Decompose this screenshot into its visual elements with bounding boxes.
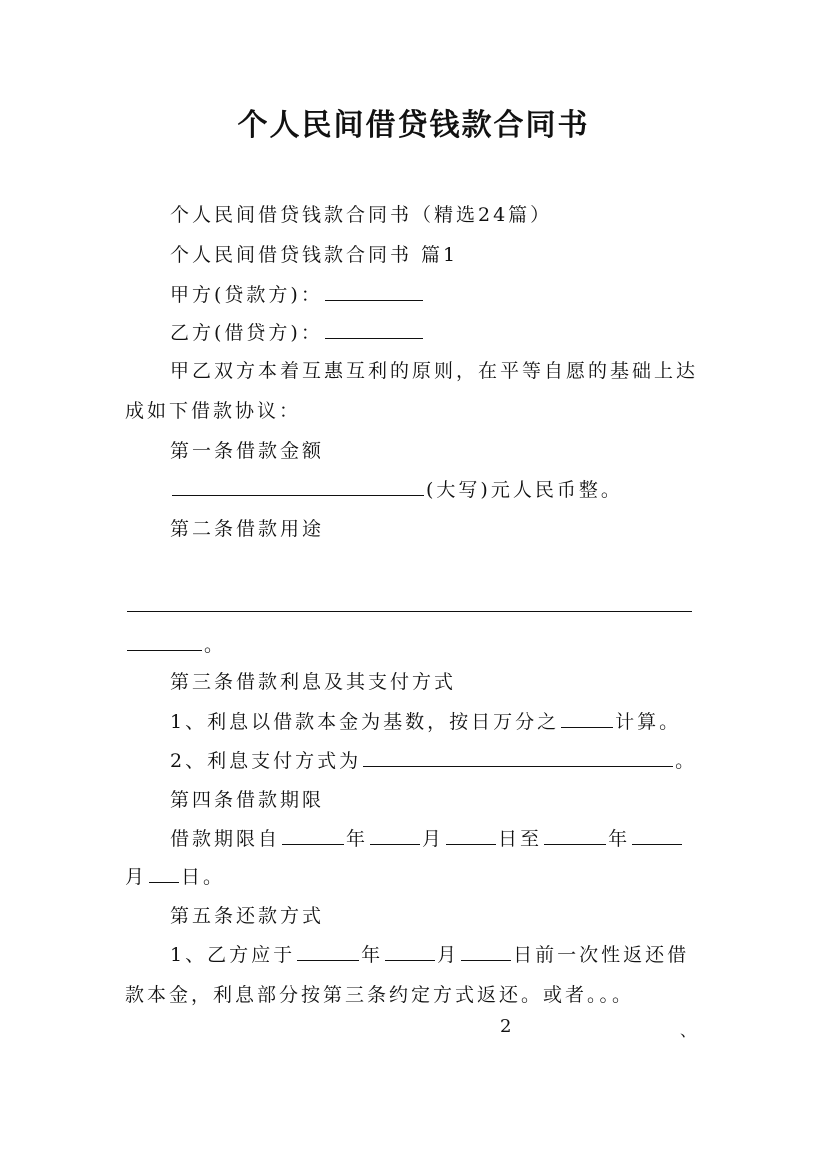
term-day-to-label: 日至	[498, 828, 543, 850]
subtitle-line: 个人民间借贷钱款合同书（精选24篇）	[170, 204, 553, 226]
term-year2-label: 年	[608, 828, 631, 850]
repayment-year-blank	[297, 941, 359, 961]
purpose-period: 。	[204, 634, 227, 656]
article-5-heading: 第五条还款方式	[170, 905, 325, 927]
interest-rate-blank	[561, 708, 613, 728]
interest-payment-period: 。	[675, 750, 698, 772]
preamble-line-2: 成如下借款协议：	[125, 400, 302, 422]
term-day-label: 日。	[181, 866, 226, 888]
purpose-blank	[127, 592, 692, 612]
party-a-label: 甲方(贷款方)：	[170, 284, 323, 306]
term-end-month-blank	[632, 825, 682, 845]
repayment-month-label: 月	[437, 944, 460, 966]
purpose-end-line	[125, 630, 226, 657]
term-start-year-blank	[282, 825, 344, 845]
party-a-line	[170, 280, 425, 307]
corner-mark: 、	[680, 1021, 697, 1040]
purpose-blank-line	[125, 592, 694, 617]
term-line-2	[125, 862, 225, 889]
amount-suffix: (大写)元人民币整。	[426, 479, 623, 501]
term-start-day-blank	[446, 825, 496, 845]
document-title: 个人民间借贷钱款合同书	[237, 108, 590, 143]
repayment-suffix: 日前一次性返还借	[513, 944, 690, 966]
interest-payment-line	[170, 746, 697, 773]
repayment-line-1	[170, 940, 689, 967]
article-3-heading: 第三条借款利息及其支付方式	[170, 671, 457, 693]
preamble-line-1: 甲乙双方本着互惠互利的原则，在平等自愿的基础上达	[170, 360, 699, 382]
party-b-blank	[325, 319, 423, 339]
term-end-year-blank	[544, 825, 606, 845]
term-line-1	[170, 824, 684, 851]
amount-line	[170, 475, 623, 502]
interest-rate-text: 1、利息以借款本金为基数，按日万分之	[170, 711, 560, 733]
repayment-year-label: 年	[361, 944, 384, 966]
repayment-month-blank	[385, 941, 435, 961]
article-4-heading: 第四条借款期限	[170, 789, 325, 811]
interest-rate-suffix: 计算。	[615, 711, 682, 733]
interest-rate-line	[170, 707, 681, 734]
repayment-line-2: 款本金，利息部分按第三条约定方式返还。或者。。。	[125, 984, 635, 1006]
section-heading: 个人民间借贷钱款合同书 篇1	[170, 244, 459, 266]
amount-blank	[172, 476, 424, 496]
term-year-label: 年	[346, 828, 369, 850]
term-month2-label: 月	[125, 866, 148, 888]
party-a-blank	[325, 281, 423, 301]
term-start-month-blank	[370, 825, 420, 845]
term-month-label: 月	[422, 828, 445, 850]
party-b-line	[170, 318, 425, 345]
article-1-heading: 第一条借款金额	[170, 440, 325, 462]
term-start-label: 借款期限自	[170, 828, 281, 850]
repayment-day-blank	[461, 941, 511, 961]
interest-payment-text: 2、利息支付方式为	[170, 750, 362, 772]
repayment-text: 1、乙方应于	[170, 944, 296, 966]
term-end-day-blank	[149, 863, 179, 883]
party-b-label: 乙方(借贷方)：	[170, 322, 323, 344]
page-number: 2	[500, 1016, 512, 1037]
interest-payment-blank	[363, 747, 673, 767]
purpose-blank-end	[127, 631, 202, 651]
article-2-heading: 第二条借款用途	[170, 518, 325, 540]
